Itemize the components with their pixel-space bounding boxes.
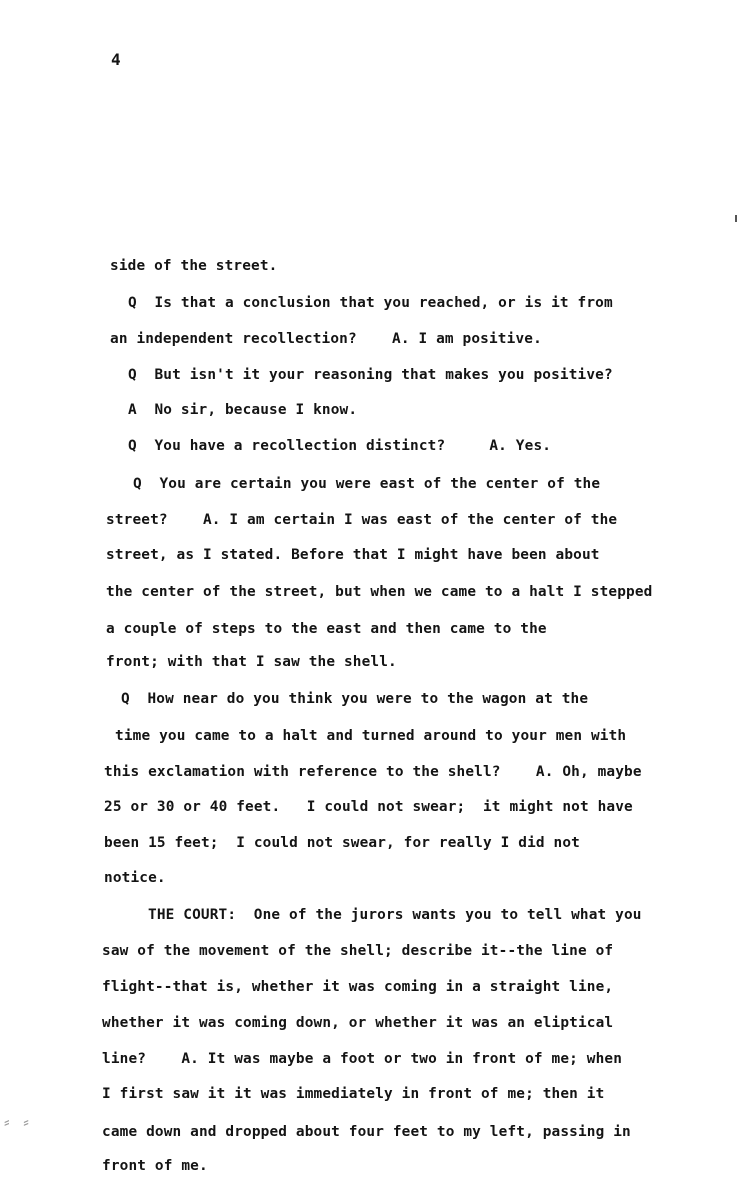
page-number: 4 bbox=[111, 50, 121, 69]
line-20: saw of the movement of the shell; describe it--the line of bbox=[102, 943, 614, 959]
line-14: time you came to a halt and turned around to your men with bbox=[115, 728, 627, 744]
line-16: 25 or 30 or 40 feet. I could not swear; it might not have bbox=[104, 799, 633, 815]
line-17: been 15 feet; I could not swear, for really I did not bbox=[104, 835, 580, 851]
line-19: THE COURT: One of the jurors wants you to tell what you bbox=[148, 907, 642, 923]
line-09: street, as I stated. Before that I might have been about bbox=[106, 547, 600, 563]
line-05: A No sir, because I know. bbox=[128, 402, 358, 418]
line-18: notice. bbox=[104, 870, 166, 886]
line-24: I first saw it it was immediately in front of me; then it bbox=[102, 1086, 605, 1102]
line-04: Q But isn't it your reasoning that makes you positive? bbox=[128, 367, 613, 383]
scan-smudge: ⸗ ⸗ bbox=[2, 1112, 31, 1131]
line-07: Q You are certain you were east of the center of the bbox=[133, 476, 601, 492]
line-08: street? A. I am certain I was east of the center of the bbox=[106, 512, 618, 528]
line-15: this exclamation with reference to the shell? A. Oh, maybe bbox=[104, 764, 642, 780]
line-06: Q You have a recollection distinct? A. Yes. bbox=[128, 438, 552, 454]
line-13: Q How near do you think you were to the wagon at the bbox=[121, 691, 589, 707]
margin-speck bbox=[735, 215, 737, 222]
line-11: a couple of steps to the east and then came to the bbox=[106, 621, 547, 637]
line-01: side of the street. bbox=[110, 258, 278, 274]
line-26: front of me. bbox=[102, 1158, 208, 1174]
line-22: whether it was coming down, or whether it was an eliptical bbox=[102, 1015, 614, 1031]
line-23: line? A. It was maybe a foot or two in front of me; when bbox=[102, 1051, 623, 1067]
line-21: flight--that is, whether it was coming in a straight line, bbox=[102, 979, 614, 995]
line-10: the center of the street, but when we came to a halt I stepped bbox=[106, 584, 653, 600]
line-03: an independent recollection? A. I am positive. bbox=[110, 331, 542, 347]
line-12: front; with that I saw the shell. bbox=[106, 654, 397, 670]
line-02: Q Is that a conclusion that you reached, or is it from bbox=[128, 295, 613, 311]
line-25: came down and dropped about four feet to my left, passing in bbox=[102, 1124, 631, 1140]
